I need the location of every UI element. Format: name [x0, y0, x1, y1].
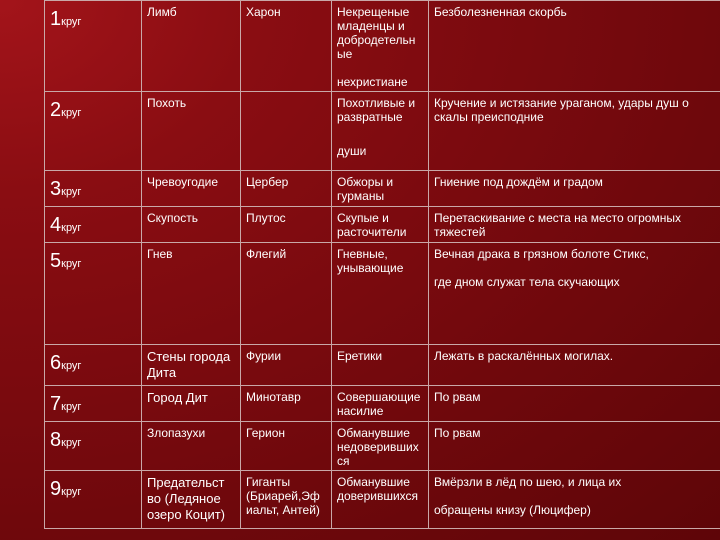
sinners-text: Еретики [337, 349, 383, 363]
punishment-text: Перетаскивание с места на место огромных тяжестей [434, 211, 681, 239]
circle-number: 5 [50, 250, 62, 272]
punishment-cell [429, 422, 720, 471]
guardian-text: Герион [246, 426, 286, 440]
punishment-text: Гниение под дождём и градом [434, 175, 603, 189]
place-cell [142, 207, 241, 243]
punishment-text: По рвам [434, 390, 481, 404]
circle-number: 8 [50, 429, 62, 451]
circle-cell [45, 171, 142, 207]
place-cell [142, 471, 241, 529]
punishment-cell [429, 1, 720, 92]
punishment-cell [429, 243, 720, 345]
circle-number: 2 [50, 99, 62, 121]
circle-cell [45, 243, 142, 345]
guardian-cell [241, 171, 332, 207]
guardian-text: Минотавр [246, 390, 301, 404]
sinners-text: Скупые и расточители [337, 211, 407, 239]
circle-suffix: круг [61, 107, 82, 119]
place-text: Стены города Дита [147, 349, 231, 380]
place-cell [142, 92, 241, 171]
place-text: Лимб [147, 5, 177, 19]
guardian-cell [241, 92, 332, 171]
table-row [45, 92, 720, 171]
place-cell [142, 171, 241, 207]
circle-number: 3 [50, 178, 62, 200]
place-text: Скупость [147, 211, 198, 225]
sinners-text: Обманувшие недоверивших ся [337, 426, 419, 468]
punishment-text: Кручение и истязание ураганом, удары душ о скалы преисподние [434, 96, 689, 124]
guardian-text: Флегий [246, 247, 287, 261]
circle-suffix: круг [61, 360, 82, 372]
circle-suffix: круг [61, 486, 82, 498]
punishment-text: Безболезненная скорбь [434, 5, 567, 19]
circle-number: 9 [50, 478, 62, 500]
place-cell [142, 243, 241, 345]
circle-suffix: круг [61, 222, 82, 234]
sinners-cell [332, 422, 429, 471]
sinners-text: Некрещеные младенцы и добродетельн ые [337, 5, 416, 61]
table-row [45, 422, 720, 471]
circles-of-hell-table [44, 0, 720, 540]
punishment-text: По рвам [434, 426, 481, 440]
sinners-cell [332, 207, 429, 243]
table-row [45, 345, 720, 386]
punishment-cell [429, 207, 720, 243]
sinners-text: Обманувшие доверившихся [337, 475, 419, 503]
guardian-cell [241, 345, 332, 386]
circle-cell [45, 207, 142, 243]
circle-cell [45, 1, 142, 92]
punishment-text: Вечная драка в грязном болоте Стикс, [434, 247, 649, 261]
punishment-extra-text: обращены книзу (Люцифер) [434, 503, 591, 517]
place-cell [142, 422, 241, 471]
circle-number: 7 [50, 393, 62, 415]
place-text: Гнев [147, 247, 173, 261]
circle-cell [45, 471, 142, 529]
circle-cell [45, 92, 142, 171]
table-row [45, 207, 720, 243]
place-text: Злопазухи [147, 426, 206, 440]
table-row [45, 471, 720, 529]
circle-suffix: круг [61, 437, 82, 449]
circle-number: 4 [50, 214, 62, 236]
guardian-text: Фурии [246, 349, 282, 363]
sinners-extra-text: души [337, 144, 367, 158]
circle-cell [45, 386, 142, 422]
sinners-cell [332, 386, 429, 422]
place-text: Город Дит [147, 390, 208, 405]
guardian-text: Харон [246, 5, 281, 19]
guardian-cell [241, 386, 332, 422]
circle-number: 1 [50, 8, 62, 30]
guardian-cell [241, 1, 332, 92]
punishment-cell [429, 171, 720, 207]
guardian-cell [241, 422, 332, 471]
circle-number: 6 [50, 352, 62, 374]
guardian-text: Цербер [246, 175, 289, 189]
table-row [45, 386, 720, 422]
place-text: Чревоугодие [147, 175, 219, 189]
sinners-cell [332, 171, 429, 207]
sinners-cell [332, 345, 429, 386]
guardian-text: Плутос [246, 211, 286, 225]
table-row [45, 243, 720, 345]
guardian-cell [241, 471, 332, 529]
circle-cell [45, 422, 142, 471]
sinners-text: Похотливые и развратные [337, 96, 416, 124]
circle-cell [45, 345, 142, 386]
punishment-text: Вмёрзли в лёд по шею, и лица их [434, 475, 622, 489]
punishment-cell [429, 345, 720, 386]
sinners-cell [332, 92, 429, 171]
place-cell [142, 345, 241, 386]
sinners-text: Гневные, унывающие [337, 247, 404, 275]
guardian-text: Гиганты (Бриарей,Эф иальт, Антей) [246, 475, 320, 517]
circle-suffix: круг [61, 186, 82, 198]
place-text: Похоть [147, 96, 187, 110]
circle-suffix: круг [61, 16, 82, 28]
sinners-text: Обжоры и гурманы [337, 175, 394, 203]
place-cell [142, 1, 241, 92]
circle-suffix: круг [61, 258, 82, 270]
punishment-cell [429, 386, 720, 422]
table-row [45, 1, 720, 92]
sinners-text: Совершающие насилие [337, 390, 421, 418]
place-text: Предательст во (Ледяное озеро Коцит) [147, 475, 225, 522]
sinners-extra-text: нехристиане [337, 75, 408, 89]
sinners-cell [332, 1, 429, 92]
guardian-cell [241, 207, 332, 243]
sinners-cell [332, 471, 429, 529]
table-row [45, 171, 720, 207]
punishment-extra-text: где дном служат тела скучающих [434, 275, 620, 289]
circle-suffix: круг [61, 401, 82, 413]
punishment-cell [429, 471, 720, 529]
punishment-text: Лежать в раскалённых могилах. [434, 349, 614, 363]
place-cell [142, 386, 241, 422]
guardian-cell [241, 243, 332, 345]
punishment-cell [429, 92, 720, 171]
sinners-cell [332, 243, 429, 345]
